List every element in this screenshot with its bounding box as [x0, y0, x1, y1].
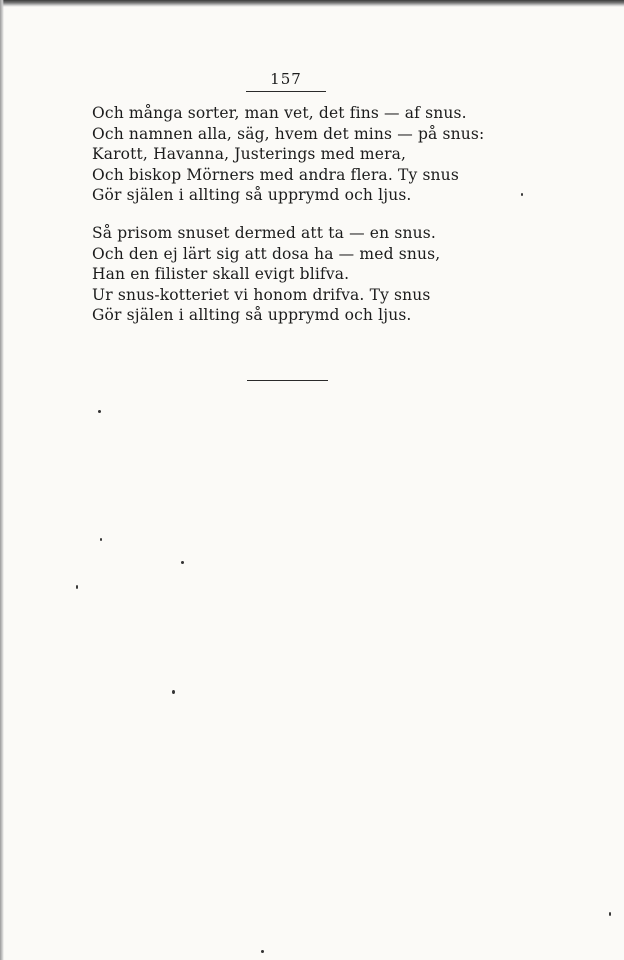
speck [100, 538, 102, 541]
speck [521, 193, 523, 196]
verse-line: Så prisom snuset dermed att ta — en snus. [92, 224, 436, 242]
verse-line: Han en filister skall evigt blifva. [92, 265, 350, 283]
speck [261, 950, 264, 953]
verse-line: Och namnen alla, säg, hvem det mins — på snus: [92, 124, 485, 143]
end-rule [247, 380, 328, 381]
speck [98, 410, 101, 413]
scan-edge-top [0, 0, 624, 7]
page-number-rule [246, 91, 326, 92]
page-number: 157 [270, 70, 302, 88]
verse-line: Ur snus-kotteriet vi honom drifva. Ty snus [92, 285, 431, 304]
verse-line: Gör själen i allting så upprymd och ljus. [92, 306, 412, 324]
verse-line: Gör själen i allting så upprymd och ljus. [92, 186, 412, 204]
verse-line: Och många sorter, man vet, det fins — af snus. [92, 104, 467, 122]
scan-edge-left [0, 0, 4, 960]
speck [181, 561, 184, 564]
verse-line: Och biskop Mörners med andra flera. Ty snus [92, 165, 459, 184]
speck [76, 585, 78, 589]
stanza-2 [92, 223, 512, 326]
verse-line: Och den ej lärt sig att dosa ha — med snus, [92, 244, 441, 263]
verse-line: Karott, Havanna, Justerings med mera, [92, 145, 407, 163]
stanza-1 [92, 103, 512, 206]
speck [172, 690, 175, 694]
speck [609, 912, 611, 916]
